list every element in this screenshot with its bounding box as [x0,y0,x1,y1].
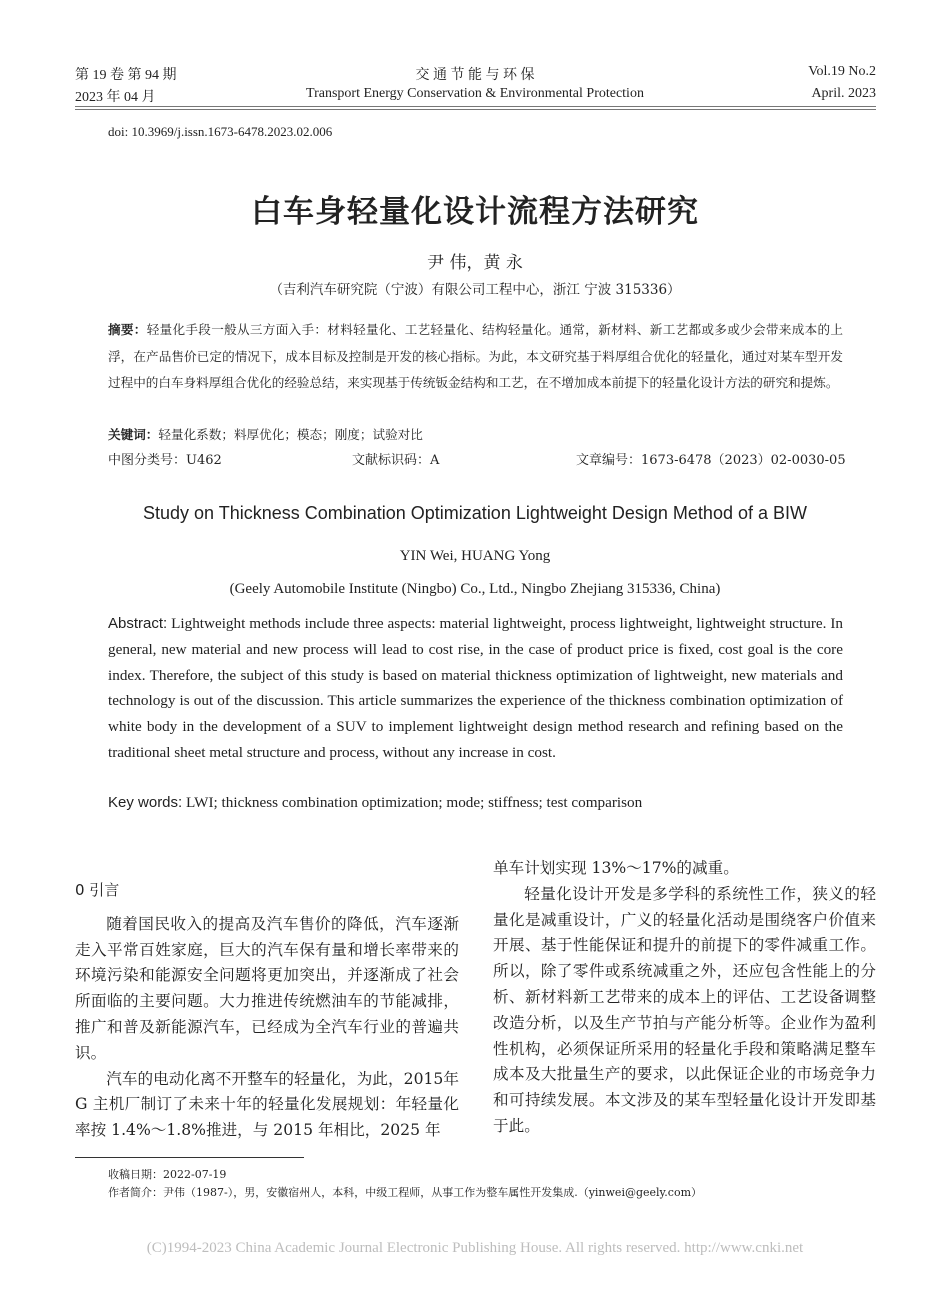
copyright-watermark: (C)1994-2023 China Academic Journal Electronic Publishing House. All rights reserved. http://www.cnki.net [146,1240,804,1256]
section-heading-introduction: 0 引言 [75,881,120,899]
keywords-cn-text: 轻量化系数；料厚优化；模态；刚度；试验对比 [158,427,423,442]
keywords-en-label: Key words: [108,794,183,811]
abstract-cn [108,317,843,397]
article-number: 文章编号：1673-6478（2023）02-0030-05 [576,453,846,468]
keywords-cn-label: 关键词： [108,427,159,442]
body-paragraph: 轻量化设计开发是多学科的系统性工作，狭义的轻量化是减重设计，广义的轻量化活动是围绕客户价值来开展、基于性能保证和提升的前提下的零件减重工作。所以，除了零件或系统减重之外，还应包含性能上的分析、新材料新工艺带来的成本上的评估、工艺设备调整改造分析，以及生产节拍与产能分析等。企业作为盈利性机构，必须保证所采用的轻量化手段和策略满足整车成本及大批量生产的要求，以此保证企业的市场竞争力和可持续发展。本文涉及的某车型轻量化设计开发即基于此。 [493,884,876,1135]
footnote-rule [75,1157,304,1158]
paper-title-en: Study on Thickness Combination Optimization Lightweight Design Method of a BIW [142,503,807,523]
header-volume-cn: 第 19 卷 第 94 期 [75,68,177,83]
header-date-en: April. 2023 [811,86,876,101]
abstract-en-label: Abstract: [108,615,168,632]
header-date-cn: 2023 年 04 月 [75,90,156,105]
body-left-column [75,878,459,1144]
body-right-column [493,856,876,1140]
authors-en: YIN Wei, HUANG Yong [399,548,551,564]
authors-cn: 尹 伟，黄 永 [427,253,523,273]
body-paragraph: 汽车的电动化离不开整车的轻量化，为此，2015年 G 主机厂制订了未来十年的轻量化发展规划：年轻量化率按 1.4%～1.8%推进，与 2015 年相比，2025 年 [75,1069,459,1140]
header-journal-en: Transport Energy Conservation & Environmental Protection [306,86,644,101]
keywords-cn [108,422,843,449]
abstract-cn-text: 轻量化手段一般从三方面入手：材料轻量化、工艺轻量化、结构轻量化。通常，新材料、新工艺都或多或少会带来成本的上浮，在产品售价已定的情况下，成本目标及控制是开发的核心指标。为此，本文研究基于料厚组合优化的轻量化，通过对某车型开发过程中的白车身料厚组合优化的经验总结，来实现基于传统钣金结构和工艺，在不增加成本前提下的轻量化设计方法的研究和提炼。 [108,322,844,390]
header-journal-cn: 交 通 节 能 与 环 保 [415,68,535,83]
paper-title-cn: 白车身轻量化设计流程方法研究 [251,194,699,230]
document-code: 文献标识码：A [352,453,440,468]
header-volume-en: Vol.19 No.2 [808,64,876,79]
keywords-en [108,790,843,816]
affiliation-cn: （吉利汽车研究院（宁波）有限公司工程中心，浙江 宁波 315336） [269,282,681,298]
keywords-en-text: LWI; thickness combination optimization; mode; stiffness; test comparison [182,794,643,811]
body-paragraph: 随着国民收入的提高及汽车售价的降低，汽车逐渐走入平常百姓家庭，巨大的汽车保有量和增长率带来的环境污染和能源安全问题将更加突出，并逐渐成了社会所面临的主要问题。大力推进传统燃油车的节能减排，推广和普及新能源汽车，已经成为全汽车行业的普遍共识。 [75,914,459,1062]
clc-number: 中图分类号：U462 [108,453,222,468]
doi[interactable]: doi: 10.3969/j.issn.1673-6478.2023.02.006 [108,124,333,139]
header-rule-bottom [75,109,876,110]
abstract-en [108,611,843,766]
abstract-cn-label: 摘要： [108,322,147,337]
body-paragraph-continued: 单车计划实现 13%～17%的减重。 [493,859,739,877]
footnote-author-bio: 作者简介：尹伟（1987-），男，安徽宿州人，本科，中级工程师，从事工作为整车属性开发集成.（yinwei@geely.com） [108,1186,703,1199]
header-rule-top [75,106,876,107]
footnote-received: 收稿日期：2022-07-19 [108,1168,227,1181]
affiliation-en: (Geely Automobile Institute (Ningbo) Co., Ltd., Ningbo Zhejiang 315336, China) [229,581,721,597]
abstract-en-text: Lightweight methods include three aspects: material lightweight, process lightweight, lightweight structure. In general, new material and new process will lead to cost rise, in the case of product price is fixed, cost goal is the core index. Therefore, the subject of this study is based on material thickness optimization of lightweight, new materials and technology is out of the discussion. This article summarizes the experience of the thickness combination optimization of white body in the development of a SUV to implement lightweight design method research and refining based on the traditional sheet metal structure and process, without any increase in cost. [108,615,843,761]
